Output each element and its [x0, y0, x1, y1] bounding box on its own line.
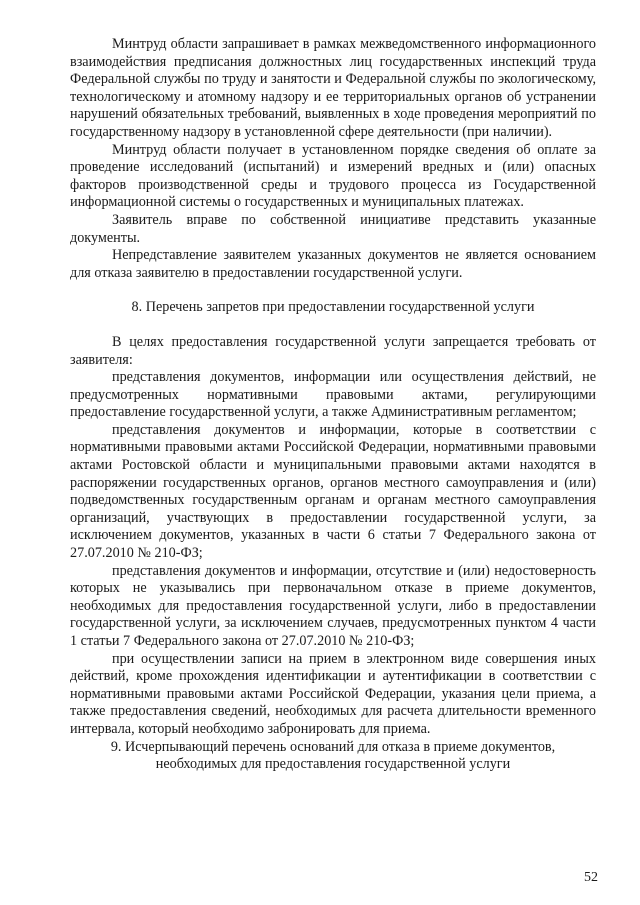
- section-9-heading-line-2: необходимых для предоставления государственной услуги: [155, 756, 511, 773]
- paragraph-prohibition-3: представления документов и информации, отсутствие и (или) недостоверность которых не указывались при первоначальном отказе в приеме документов, необходимых для предоставления государственной услуги, либо в предоставлении государственной услуги, за исключением случаев, предусмотренных пунктом 4 части 1 статьи 7 Федерального закона от 27.07.2010 № 210-ФЗ;: [70, 562, 596, 649]
- paragraph-non-submission: Непредставление заявителем указанных документов не является основанием для отказа заявителю в предоставлении государственной услуги.: [70, 247, 596, 281]
- paragraph-applicant-initiative: Заявитель вправе по собственной инициативе представить указанные документы.: [70, 211, 596, 246]
- paragraph-interagency-request: Минтруд области запрашивает в рамках межведомственного информационного взаимодействия предписания должностных лиц государственных инспекций труда Федеральной службы по труду и занятости и Федеральной службы по экологическому, технологическому и атомному надзору и ее территориальных органов об устранении нарушений обязательных требований, выявленных в ходе проведения мероприятий по государственному надзору в установленной сфере деятельности (при наличии).: [70, 36, 596, 140]
- section-9-heading-line-1: 9. Исчерпывающий перечень оснований для отказа в приеме документов,: [110, 738, 556, 755]
- paragraph-prohibition-1: представления документов, информации или осуществления действий, не предусмотренных нормативными правовыми актами, регулирующими предоставление государственной услуги, а также Административным регламентом;: [70, 369, 596, 421]
- page-number: 52: [584, 870, 598, 885]
- paragraph-prohibition-4: при осуществлении записи на прием в электронном виде совершения иных действий, кроме прохождения идентификации и аутентификации в соответствии с нормативными правовыми актами Российской Федерации, указания цели приема, а также предоставления сведений, необходимых для расчета длительности временного интервала, который необходимо забронировать для приема.: [70, 650, 596, 737]
- paragraph-prohibition-intro: В целях предоставления государственной услуги запрещается требовать от заявителя:: [70, 333, 596, 368]
- paragraph-payment-info: Минтруд области получает в установленном порядке сведения об оплате за проведение исследований (испытаний) и измерений вредных и (или) опасных факторов производственной среды и трудового процесса из Государственной информационной системы о государственных и муниципальных платежах.: [70, 141, 596, 211]
- section-8-heading: 8. Перечень запретов при предоставлении государственной услуги: [131, 299, 535, 316]
- paragraph-prohibition-2: представления документов и информации, которые в соответствии с нормативными правовыми актами Российской Федерации, нормативными правовыми актами Ростовской области и муниципальными правовыми актами находятся в распоряжении государственных органов, органов местного самоуправления и (или) подведомственных государственным органам и органам местного самоуправления организаций, участвующих в предоставлении государственной услуги, за исключением документов, указанных в части 6 статьи 7 Федерального закона от 27.07.2010 № 210-ФЗ;: [70, 421, 596, 562]
- document-page: [70, 36, 596, 774]
